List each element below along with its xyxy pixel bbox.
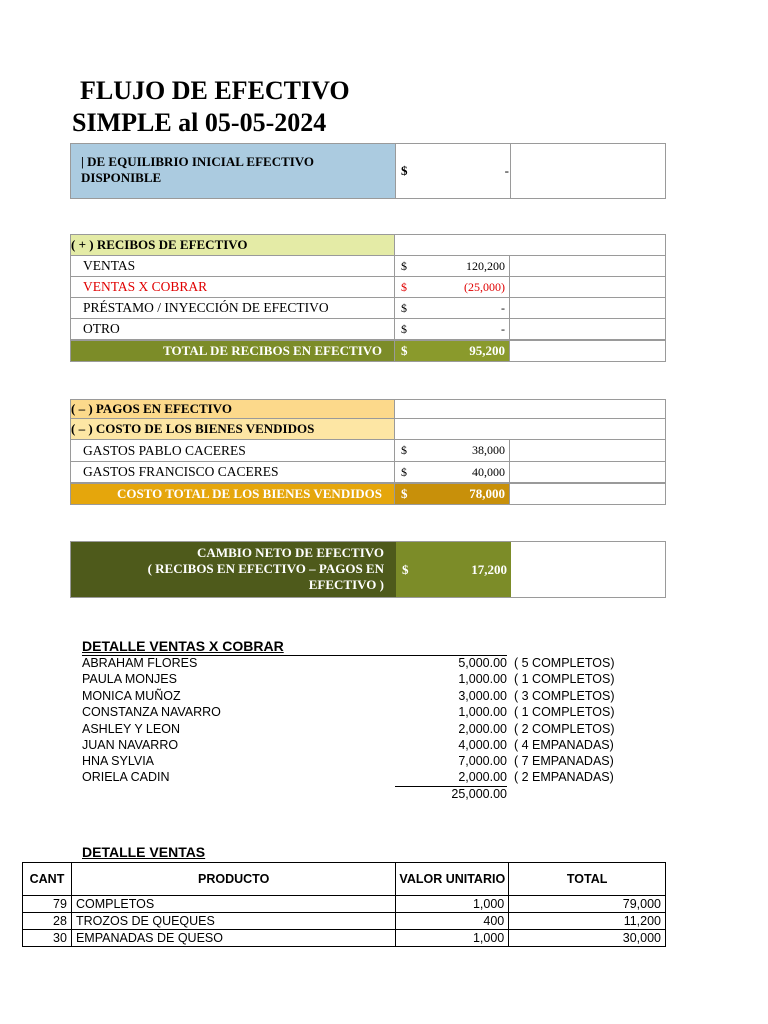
receivable-amount: 5,000.00 (458, 656, 507, 670)
customer-name: ABRAHAM FLORES (82, 656, 198, 670)
receipts-row-label: PRÉSTAMO / INYECCIÓN DE EFECTIVO (70, 298, 395, 318)
customer-name: ORIELA CADIN (82, 770, 170, 784)
receivables-detail-title: DETALLE VENTAS X COBRAR (82, 638, 284, 654)
list-item (82, 672, 642, 688)
cogs-total-value: 78,000 (469, 486, 505, 501)
cogs-header-row (70, 419, 666, 440)
receipts-total-row (70, 340, 666, 362)
cogs-total-label: COSTO TOTAL DE LOS BIENES VENDIDOS (70, 484, 395, 504)
receivable-note: ( 4 EMPANADAS) (514, 738, 614, 752)
list-item (82, 689, 642, 705)
receipts-row-label: VENTAS (70, 256, 395, 276)
initial-balance-label (71, 144, 396, 198)
column-header-cant: CANT (23, 863, 72, 896)
currency-symbol: $ (401, 321, 407, 336)
receivable-note: ( 5 COMPLETOS) (514, 656, 615, 670)
empty-cell (510, 256, 666, 276)
cogs-header: ( – ) COSTO DE LOS BIENES VENDIDOS (70, 419, 395, 439)
cell-producto: EMPANADAS DE QUESO (71, 930, 395, 947)
receivable-note: ( 3 COMPLETOS) (514, 689, 615, 703)
empty-cell (510, 400, 666, 418)
cell-producto: TROZOS DE QUEQUES (71, 913, 395, 930)
report-title-line2: SIMPLE al 05-05-2024 (72, 108, 327, 137)
receivable-note: ( 2 COMPLETOS) (514, 722, 615, 736)
list-item (82, 705, 642, 721)
amount-cell (395, 256, 510, 276)
cell-total: 30,000 (509, 930, 666, 947)
currency-symbol: $ (401, 279, 407, 294)
payments-row (70, 440, 666, 462)
payments-row (70, 462, 666, 483)
cell-cant: 79 (23, 896, 72, 913)
initial-balance-label-line2: DISPONIBLE (81, 170, 162, 185)
customer-name: MONICA MUÑOZ (82, 689, 181, 703)
empty-cell (510, 341, 666, 361)
currency-symbol: $ (401, 300, 407, 315)
currency-symbol: $ (402, 562, 409, 577)
receivables-total: 25,000.00 (451, 787, 507, 801)
currency-symbol: $ (401, 464, 407, 479)
receipts-row (70, 319, 666, 340)
customer-name: CONSTANZA NAVARRO (82, 705, 221, 719)
currency-symbol: $ (401, 258, 407, 273)
receipts-total-label: TOTAL DE RECIBOS EN EFECTIVO (70, 341, 395, 361)
net-change-label-line2: ( RECIBOS EN EFECTIVO – PAGOS EN (147, 561, 384, 576)
net-change-value: 17,200 (471, 562, 507, 577)
receipts-row-label: VENTAS X COBRAR (70, 277, 395, 297)
net-change-box (70, 541, 666, 598)
cell-valor-unitario: 1,000 (396, 896, 509, 913)
table-row (23, 896, 666, 913)
receipts-row (70, 298, 666, 319)
sales-detail-table (22, 862, 666, 947)
receipts-total-value: 95,200 (469, 343, 505, 358)
payments-row-label: GASTOS PABLO CACERES (70, 440, 395, 461)
empty-cell (510, 419, 666, 439)
cell-total: 11,200 (509, 913, 666, 930)
customer-name: PAULA MONJES (82, 672, 177, 686)
receivable-note: ( 7 EMPANADAS) (514, 754, 614, 768)
sales-detail-title: DETALLE VENTAS (82, 844, 206, 860)
table-row (23, 930, 666, 947)
cell-cant: 30 (23, 930, 72, 947)
table-row (23, 913, 666, 930)
receipts-row (70, 277, 666, 298)
initial-balance-value: - (504, 163, 509, 178)
receipts-row-label: OTRO (70, 319, 395, 339)
receivable-amount: 2,000.00 (458, 722, 507, 736)
cogs-total-amount (395, 484, 510, 504)
payments-row-label: GASTOS FRANCISCO CACERES (70, 462, 395, 482)
net-change-label-line3: EFECTIVO ) (308, 577, 384, 592)
payments-header: ( – ) PAGOS EN EFECTIVO (70, 400, 395, 418)
empty-cell (510, 462, 666, 482)
cell-producto: COMPLETOS (71, 896, 395, 913)
customer-name: JUAN NAVARRO (82, 738, 179, 752)
receivable-note: ( 1 COMPLETOS) (514, 672, 615, 686)
empty-cell (395, 400, 510, 418)
amount-cell (395, 277, 510, 297)
customer-name: HNA SYLVIA (82, 754, 155, 768)
amount-value: (25,000) (464, 279, 505, 294)
receivable-amount: 3,000.00 (458, 689, 507, 703)
receivable-note: ( 1 COMPLETOS) (514, 705, 615, 719)
cell-valor-unitario: 1,000 (396, 930, 509, 947)
receipts-total-amount (395, 341, 510, 361)
payments-header-row (70, 399, 666, 419)
column-header-producto: PRODUCTO (71, 863, 395, 896)
amount-value: 40,000 (472, 464, 505, 479)
empty-cell (395, 419, 510, 439)
amount-cell (395, 319, 510, 339)
net-change-label-line1: CAMBIO NETO DE EFECTIVO (197, 545, 384, 560)
receivable-note: ( 2 EMPANADAS) (514, 770, 614, 784)
amount-value: 38,000 (472, 443, 505, 457)
initial-balance-label-line1: | DE EQUILIBRIO INICIAL EFECTIVO (81, 154, 315, 169)
initial-balance-currency: $ (401, 163, 408, 178)
amount-cell (395, 440, 510, 461)
amount-value: 120,200 (466, 258, 505, 273)
column-header-valor-unitario: VALOR UNITARIO (396, 863, 509, 896)
customer-name: ASHLEY Y LEON (82, 722, 180, 736)
amount-cell (395, 462, 510, 482)
table-header-row (23, 863, 666, 896)
net-change-amount (396, 542, 511, 597)
receipts-row (70, 256, 666, 277)
list-item (82, 754, 642, 770)
amount-value: - (501, 300, 505, 315)
list-item (82, 656, 642, 672)
net-change-label (71, 542, 396, 597)
receivable-amount: 7,000.00 (458, 754, 507, 768)
cogs-total-row (70, 483, 666, 505)
receivable-amount: 4,000.00 (458, 738, 507, 752)
empty-cell (510, 277, 666, 297)
list-item (82, 722, 642, 738)
cell-valor-unitario: 400 (396, 913, 509, 930)
cell-total: 79,000 (509, 896, 666, 913)
receipts-header: ( + ) RECIBOS DE EFECTIVO (70, 235, 395, 255)
currency-symbol: $ (401, 486, 408, 501)
amount-cell (395, 298, 510, 318)
column-header-total: TOTAL (509, 863, 666, 896)
receipts-header-row (70, 234, 666, 256)
receivable-amount: 1,000.00 (458, 705, 507, 719)
list-item (82, 770, 642, 786)
report-title-line1: FLUJO DE EFECTIVO (80, 76, 350, 105)
empty-cell (510, 484, 666, 504)
empty-cell (510, 298, 666, 318)
empty-cell (510, 319, 666, 339)
cell-cant: 28 (23, 913, 72, 930)
currency-symbol: $ (401, 343, 408, 358)
receivable-amount: 2,000.00 (458, 770, 507, 784)
empty-cell (510, 235, 666, 255)
column-divider (510, 144, 511, 198)
currency-symbol: $ (401, 443, 407, 457)
list-item (82, 738, 642, 754)
amount-value: - (501, 321, 505, 336)
receivable-amount: 1,000.00 (458, 672, 507, 686)
empty-cell (510, 440, 666, 461)
initial-balance-box (70, 143, 666, 199)
empty-cell (395, 235, 510, 255)
